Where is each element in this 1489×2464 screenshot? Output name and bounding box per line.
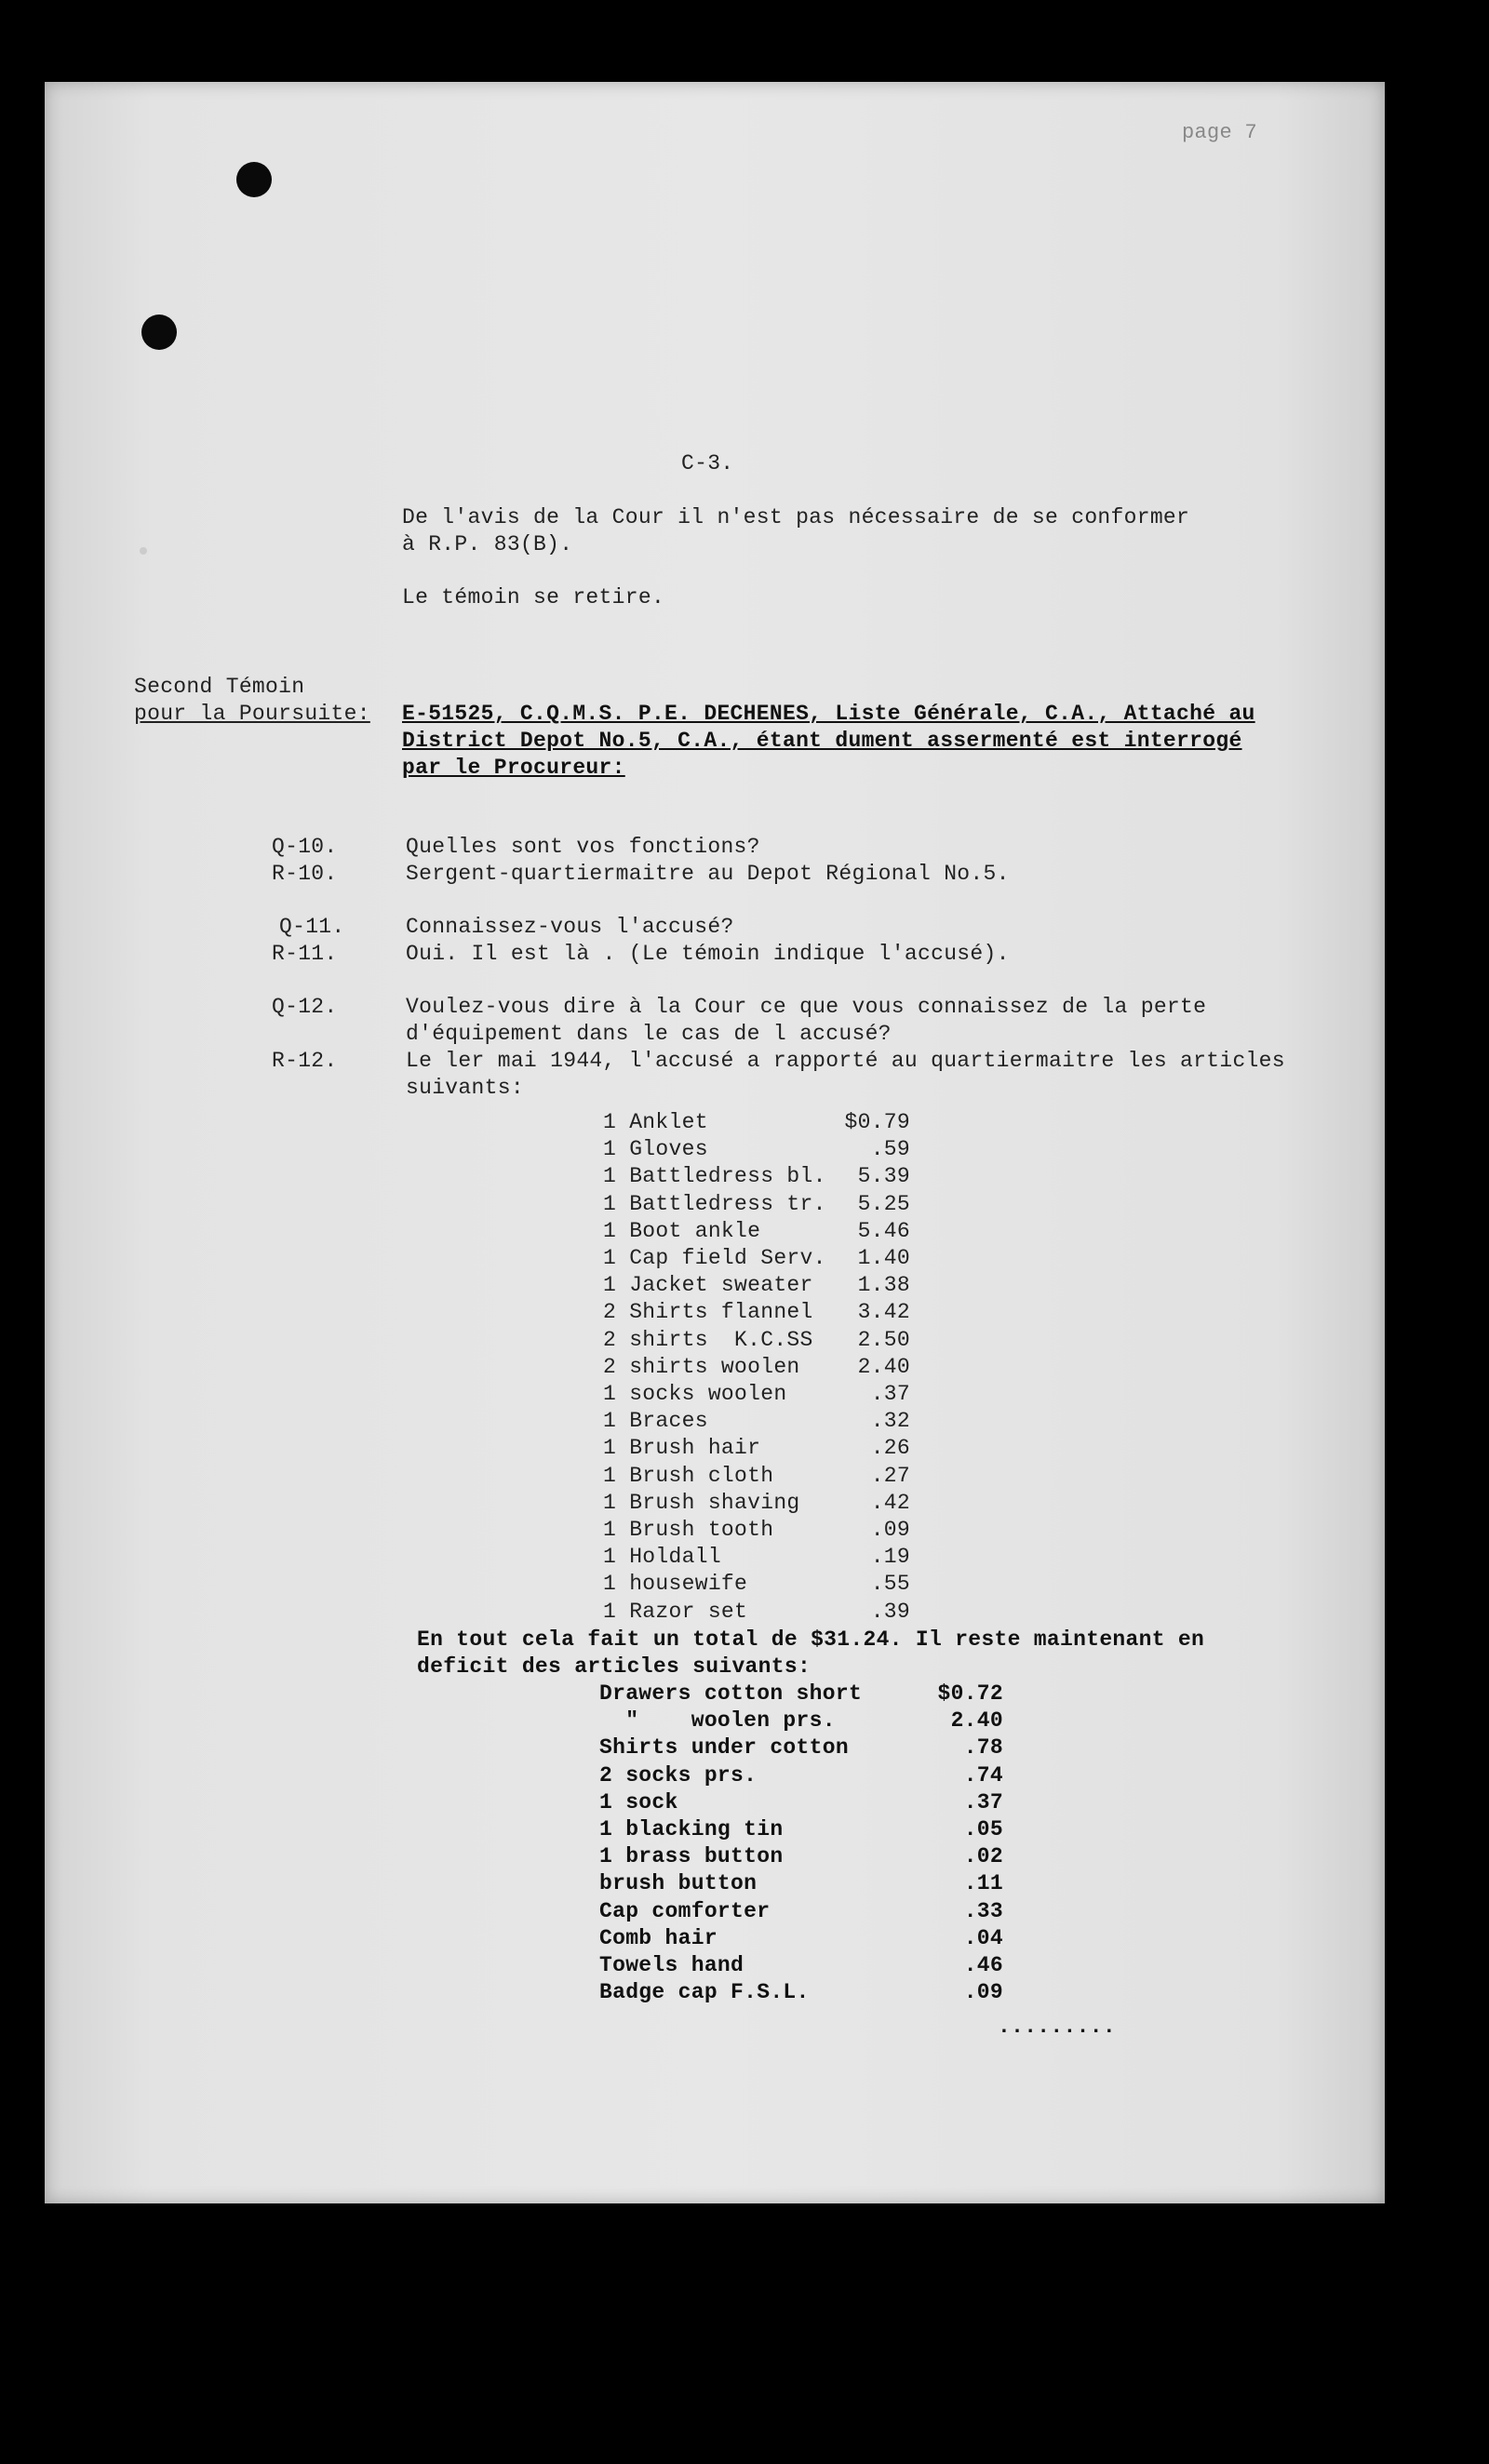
item-name: 1 Razor set [603,1599,748,1624]
list-item [603,1191,910,1218]
list-item [603,1354,910,1381]
end-marker: ......... [998,2015,1116,2039]
item-price: .59 [870,1137,910,1162]
item-price: .46 [963,1953,1003,1977]
list-item [603,1490,910,1517]
item-price: .09 [870,1518,910,1542]
item-price: .11 [963,1871,1003,1896]
item-name: 1 brass button [599,1844,784,1869]
punch-hole-bottom [141,315,177,350]
item-name: 1 Boot ankle [603,1218,761,1243]
item-price: .42 [870,1490,910,1515]
item-price: 1.40 [857,1246,910,1270]
item-price: .02 [963,1844,1003,1869]
list-item [603,1327,910,1354]
item-name: 1 sock [599,1789,678,1815]
qa-line: Le ler mai 1944, l'accusé a rapporté au quartiermaitre les articles [406,1049,1285,1073]
item-name: 1 Brush hair [603,1436,761,1461]
qa-code: R-11. [272,942,338,966]
list-item [603,1163,910,1190]
witness-text-line-3: par le Procureur: [402,756,625,780]
list-item [603,1136,910,1163]
punch-hole-top [236,162,272,197]
item-price: .09 [963,1980,1003,2005]
list-item [603,1435,910,1462]
item-price: .37 [963,1789,1003,1815]
item-price: .37 [870,1382,910,1406]
item-price: .78 [963,1735,1003,1761]
item-price: $0.79 [844,1110,910,1134]
list-item [603,1544,910,1571]
qa-line: Quelles sont vos fonctions? [406,835,760,859]
qa-code: R-10. [272,862,338,886]
item-price: .19 [870,1545,910,1570]
list-item [603,1463,910,1490]
item-name: 1 blacking tin [599,1817,784,1841]
list-item [599,1952,1003,1979]
item-name: 1 Cap field Serv. [603,1246,826,1270]
document-page [45,82,1385,2203]
item-name: 1 Jacket sweater [603,1273,813,1298]
page-number: page 7 [1182,121,1258,144]
item-price: .32 [870,1409,910,1434]
item-price: 2.40 [857,1354,910,1379]
qa-line: d'équipement dans le cas de l accusé? [406,1022,892,1046]
witness-text-line-1: E-51525, C.Q.M.S. P.E. DECHENES, Liste Générale, C.A., Attaché au [402,702,1255,726]
qa-line: Oui. Il est là . (Le témoin indique l'accusé). [406,942,1010,966]
item-name: " woolen prs. [599,1708,836,1734]
item-price: 5.46 [857,1218,910,1243]
list-item [599,1762,1003,1789]
qa-line: Connaissez-vous l'accusé? [406,915,734,939]
item-name: 1 Brush tooth [603,1518,774,1542]
item-name: brush button [599,1871,758,1896]
witness-label-line-2: pour la Poursuite: [134,702,370,726]
list-item [599,1707,1003,1734]
witness-text-line-2: District Depot No.5, C.A., étant dument assermenté est interrogé [402,729,1242,753]
list-item [599,1681,1003,1707]
list-item [599,1789,1003,1816]
list-item [603,1408,910,1435]
item-price: .04 [963,1925,1003,1950]
item-price: $0.72 [937,1681,1003,1706]
item-name: Cap comforter [599,1898,771,1923]
item-name: Shirts under cotton [599,1735,849,1761]
item-price: .27 [870,1463,910,1488]
qa-code: Q-11. [279,915,345,939]
item-name: Drawers cotton short [599,1681,863,1706]
list-item [603,1245,910,1272]
qa-code: Q-12. [272,995,338,1019]
list-item [603,1571,910,1598]
qa-line: Voulez-vous dire à la Cour ce que vous connaissez de la perte [406,995,1207,1019]
list-item [603,1517,910,1544]
list-item [603,1299,910,1326]
qa-line: suivants: [406,1076,524,1100]
list-item [599,1734,1003,1761]
item-price: .55 [870,1572,910,1597]
list-item [603,1599,910,1626]
item-price: .33 [963,1898,1003,1923]
court-note-line-1: De l'avis de la Cour il n'est pas nécessaire de se conformer [402,505,1190,529]
list-item [603,1109,910,1136]
list-item [599,1816,1003,1843]
item-price: .26 [870,1436,910,1461]
item-name: 2 socks prs. [599,1762,758,1788]
item-price: .39 [870,1599,910,1624]
list-item [599,1843,1003,1870]
item-name: 2 Shirts flannel [603,1300,813,1325]
list-item [599,1979,1003,2006]
item-name: 1 Gloves [603,1137,708,1162]
item-name: Comb hair [599,1925,718,1950]
total-note-line-2: deficit des articles suivants: [417,1654,812,1679]
list-item [603,1381,910,1408]
item-price: 5.25 [857,1191,910,1216]
item-name: 1 Brush shaving [603,1490,800,1515]
item-name: 1 Battledress bl. [603,1164,826,1189]
item-name: 1 Battledress tr. [603,1191,826,1216]
page-speck [140,547,147,555]
item-name: 1 socks woolen [603,1382,787,1406]
item-name: 1 Anklet [603,1110,708,1134]
list-item [603,1272,910,1299]
item-name: 2 shirts K.C.SS [603,1327,813,1352]
court-note-line-2: à R.P. 83(B). [402,532,573,556]
item-name: Towels hand [599,1953,744,1977]
witness-label-line-1: Second Témoin [134,675,305,699]
list-item [599,1925,1003,1952]
item-price: 5.39 [857,1164,910,1189]
list-item [599,1870,1003,1897]
list-item [603,1218,910,1245]
item-price: 2.40 [950,1708,1003,1734]
total-note-line-1: En tout cela fait un total de $31.24. Il reste maintenant en [417,1627,1205,1652]
qa-line: Sergent-quartiermaitre au Depot Régional No.5. [406,862,1010,886]
item-name: 1 Brush cloth [603,1463,774,1488]
qa-code: Q-10. [272,835,338,859]
item-price: 3.42 [857,1300,910,1325]
item-price: 2.50 [857,1327,910,1352]
section-code: C-3. [681,451,734,475]
list-item [599,1898,1003,1925]
item-name: 1 housewife [603,1572,748,1597]
item-price: .74 [963,1762,1003,1788]
item-name: 1 Holdall [603,1545,721,1570]
witness-retires: Le témoin se retire. [402,585,665,609]
item-name: 1 Braces [603,1409,708,1434]
item-price: .05 [963,1817,1003,1841]
item-price: 1.38 [857,1273,910,1298]
item-name: 2 shirts woolen [603,1354,800,1379]
qa-code: R-12. [272,1049,338,1073]
item-name: Badge cap F.S.L. [599,1980,810,2005]
